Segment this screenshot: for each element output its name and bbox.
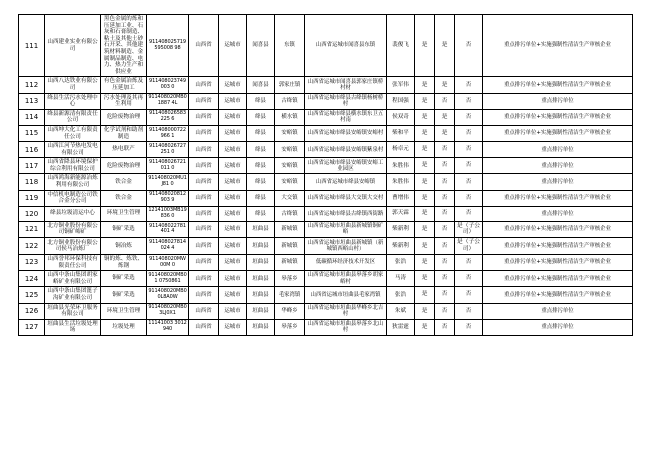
- cell-flag-1: 是: [415, 221, 435, 238]
- cell-province: 山西省: [189, 319, 219, 335]
- cell-credit-code: 911408022781401 4: [147, 221, 189, 238]
- table-row: [19, 303, 633, 319]
- cell-person: 张浩: [387, 254, 415, 270]
- cell-flag-3: 否: [455, 15, 483, 77]
- table-row: [19, 271, 633, 287]
- table-row: [19, 15, 633, 77]
- cell-city: 运城市: [219, 206, 247, 221]
- cell-person: 张军伟: [387, 77, 415, 93]
- cell-flag-2: 否: [435, 254, 455, 270]
- cell-town: 安峪镇: [275, 158, 305, 174]
- cell-address: 山西省运城市绛县安峪镇: [305, 174, 387, 190]
- cell-person: 柴和平: [387, 125, 415, 141]
- cell-address: 山西省运城市绛县古绛镇西街路: [305, 206, 387, 221]
- cell-note: 重点排污单位+实施强制性清洁生产审核企业: [483, 238, 633, 255]
- cell-county: 绛县: [247, 93, 275, 109]
- cell-flag-1: 是: [415, 287, 435, 303]
- cell-town: 郭家庄镇: [275, 77, 305, 93]
- cell-note: 重点排污单位: [483, 206, 633, 221]
- cell-note: 重点排污单位+实施强制性清洁生产审核企业: [483, 190, 633, 206]
- cell-town: 新城镇: [275, 254, 305, 270]
- cell-unit-name: 垣曲县光荣环卫服务有限公司: [45, 303, 101, 319]
- cell-industry-category: 铜冶炼: [101, 238, 147, 255]
- cell-city: 运城市: [219, 238, 247, 255]
- cell-unit-name: 山西中条山集团篦子沟矿业有限公司: [45, 287, 101, 303]
- cell-county: 绛县: [247, 206, 275, 221]
- cell-person: 裴俊飞: [387, 15, 415, 77]
- cell-address: 山西省运城市绛县古绛镇杨树桥村: [305, 93, 387, 109]
- cell-county: 闻喜县: [247, 15, 275, 77]
- cell-province: 山西省: [189, 238, 219, 255]
- table-row: [19, 206, 633, 221]
- cell-city: 运城市: [219, 109, 247, 125]
- cell-flag-3: 否: [455, 125, 483, 141]
- cell-note: 重点排污单位: [483, 93, 633, 109]
- cell-industry-category: 铁合金: [101, 174, 147, 190]
- cell-credit-code: 911408026727251 0: [147, 142, 189, 158]
- cell-flag-1: 是: [415, 174, 435, 190]
- cell-flag-3: 否: [455, 287, 483, 303]
- cell-flag-3: 否: [455, 303, 483, 319]
- cell-address: 山西省运城市垣曲县华峰乡北吉村: [305, 303, 387, 319]
- cell-address: 山西省运城市绛县安峪镇安峪村: [305, 125, 387, 141]
- cell-flag-3: 否: [455, 190, 483, 206]
- cell-city: 运城市: [219, 77, 247, 93]
- cell-flag-3: 否: [455, 174, 483, 190]
- cell-note: 重点排污单位+实施强制性清洁生产审核企业: [483, 271, 633, 287]
- cell-province: 山西省: [189, 271, 219, 287]
- cell-town: 华峰乡: [275, 303, 305, 319]
- cell-flag-2: 否: [435, 319, 455, 335]
- cell-credit-code: 11141003 3012940: [147, 319, 189, 335]
- cell-flag-2: 否: [435, 238, 455, 255]
- cell-flag-1: 是: [415, 271, 435, 287]
- table-row: [19, 174, 633, 190]
- cell-city: 运城市: [219, 303, 247, 319]
- cell-credit-code: 911408026721011 0: [147, 158, 189, 174]
- cell-flag-3: 否: [455, 206, 483, 221]
- table-row: [19, 77, 633, 93]
- cell-flag-2: 否: [435, 287, 455, 303]
- cell-industry-category: 危险废物治理: [101, 158, 147, 174]
- cell-unit-name: 绛县垃圾清运中心: [45, 206, 101, 221]
- cell-town: 古绛镇: [275, 206, 305, 221]
- cell-flag-2: 否: [435, 93, 455, 109]
- cell-credit-code: 911408020MB0 0L8A0W: [147, 287, 189, 303]
- cell-credit-code: 911408020MU1J81 0: [147, 174, 189, 190]
- cell-flag-3: 否: [455, 142, 483, 158]
- cell-flag-2: 否: [435, 190, 455, 206]
- cell-industry-category: 化学试剂和助剂制造: [101, 125, 147, 141]
- cell-index: 118: [19, 174, 45, 190]
- table-row: [19, 142, 633, 158]
- cell-town: 皋落乡: [275, 271, 305, 287]
- cell-index: 125: [19, 287, 45, 303]
- cell-city: 运城市: [219, 142, 247, 158]
- cell-person: 曹增伟: [387, 190, 415, 206]
- cell-unit-name: 中信机电制造公司铁合金分公司: [45, 190, 101, 206]
- cell-town: 毛家湾镇: [275, 287, 305, 303]
- cell-address: 山西省运城市垣曲县皋落乡北山村: [305, 319, 387, 335]
- cell-county: 垣曲县: [247, 221, 275, 238]
- cell-county: 垣曲县: [247, 238, 275, 255]
- cell-county: 垣曲县: [247, 319, 275, 335]
- cell-flag-1: 是: [415, 125, 435, 141]
- cell-flag-2: 否: [435, 142, 455, 158]
- cell-flag-3: 是（子公司）: [455, 238, 483, 255]
- cell-town: 安峪镇: [275, 125, 305, 141]
- cell-county: 闻喜县: [247, 77, 275, 93]
- cell-province: 山西省: [189, 303, 219, 319]
- cell-note: 重点排污单位: [483, 158, 633, 174]
- cell-unit-name: 垣曲县生活垃圾处理场: [45, 319, 101, 335]
- cell-city: 运城市: [219, 221, 247, 238]
- cell-flag-1: 是: [415, 206, 435, 221]
- cell-flag-2: 否: [435, 206, 455, 221]
- cell-address: 山西省运城市绛县横水镇东卫五村南: [305, 109, 387, 125]
- cell-county: 垣曲县: [247, 254, 275, 270]
- cell-province: 山西省: [189, 93, 219, 109]
- cell-city: 运城市: [219, 287, 247, 303]
- cell-credit-code: 911408025719595008 98: [147, 15, 189, 77]
- cell-flag-1: 是: [415, 93, 435, 109]
- table-row: [19, 93, 633, 109]
- cell-industry-category: 环境卫生管理: [101, 206, 147, 221]
- table-row: [19, 319, 633, 335]
- cell-flag-3: 否: [455, 158, 483, 174]
- cell-person: 柴新利: [387, 221, 415, 238]
- cell-address: 山西省运城市绛县大交镇大交村: [305, 190, 387, 206]
- cell-province: 山西省: [189, 190, 219, 206]
- cell-flag-1: 是: [415, 190, 435, 206]
- cell-city: 运城市: [219, 125, 247, 141]
- cell-index: 114: [19, 109, 45, 125]
- cell-industry-category: 危险废物治理: [101, 109, 147, 125]
- cell-flag-1: 是: [415, 142, 435, 158]
- cell-industry-category: 铜矿采选: [101, 271, 147, 287]
- cell-town: 古绛镇: [275, 93, 305, 109]
- cell-unit-name: 山西誉邦环保科技有限责任公司: [45, 254, 101, 270]
- cell-credit-code: 911408020MB01 0750861: [147, 271, 189, 287]
- cell-city: 运城市: [219, 93, 247, 109]
- table-row: [19, 238, 633, 255]
- cell-flag-1: 是: [415, 254, 435, 270]
- cell-credit-code: 911408020MB01887 4L: [147, 93, 189, 109]
- cell-flag-3: 否: [455, 254, 483, 270]
- cell-province: 山西省: [189, 142, 219, 158]
- cell-person: 狄雷霆: [387, 319, 415, 335]
- cell-index: 111: [19, 15, 45, 77]
- cell-province: 山西省: [189, 254, 219, 270]
- cell-province: 山西省: [189, 174, 219, 190]
- cell-flag-1: 是: [415, 15, 435, 77]
- cell-industry-category: 铜的炼、炼铁、炼钢: [101, 254, 147, 270]
- cell-address: 山西省运城市闻喜县东镇: [305, 15, 387, 77]
- cell-person: 马涛: [387, 271, 415, 287]
- cell-address: 山西省运城市垣曲县毛家湾镇: [305, 287, 387, 303]
- cell-flag-2: 否: [435, 174, 455, 190]
- cell-city: 运城市: [219, 190, 247, 206]
- cell-county: 绛县: [247, 174, 275, 190]
- cell-town: 安峪镇: [275, 174, 305, 190]
- cell-province: 山西省: [189, 287, 219, 303]
- cell-county: 垣曲县: [247, 271, 275, 287]
- cell-town: 安峪镇: [275, 142, 305, 158]
- cell-credit-code: 911408023749003 0: [147, 77, 189, 93]
- cell-county: 绛县: [247, 158, 275, 174]
- cell-flag-3: 否: [455, 271, 483, 287]
- cell-index: 112: [19, 77, 45, 93]
- cell-index: 120: [19, 206, 45, 221]
- cell-town: 新城镇: [275, 221, 305, 238]
- cell-address: 山西省运城市绛县安峪镇紫泉村: [305, 142, 387, 158]
- cell-industry-category: 垃圾处理: [101, 319, 147, 335]
- cell-person: 柴新利: [387, 238, 415, 255]
- cell-unit-name: 山西省降县环境保护综合利用有限公司: [45, 158, 101, 174]
- cell-county: 绛县: [247, 190, 275, 206]
- cell-city: 运城市: [219, 15, 247, 77]
- cell-industry-category: 铜矿采选: [101, 221, 147, 238]
- cell-note: 重点排污单位+实施强制性清洁生产审核企业: [483, 254, 633, 270]
- cell-note: 重点排污单位: [483, 319, 633, 335]
- cell-industry-category: 铁合金: [101, 190, 147, 206]
- cell-unit-name: 山西中条山集团胡家峪矿业有限公司: [45, 271, 101, 287]
- cell-town: 皋落乡: [275, 319, 305, 335]
- cell-unit-name: 绛县新源清有限责任公司: [45, 109, 101, 125]
- cell-index: 115: [19, 125, 45, 141]
- cell-province: 山西省: [189, 125, 219, 141]
- cell-industry-category: 污水处理及其再生利用: [101, 93, 147, 109]
- table-row: [19, 125, 633, 141]
- cell-index: 119: [19, 190, 45, 206]
- cell-county: 绛县: [247, 125, 275, 141]
- cell-county: 垣曲县: [247, 303, 275, 319]
- cell-person: 张浩: [387, 287, 415, 303]
- cell-province: 山西省: [189, 221, 219, 238]
- cell-flag-1: 是: [415, 77, 435, 93]
- cell-note: 重点排污单位+实施强制性清洁生产审核企业: [483, 221, 633, 238]
- cell-address: 低碳循环经济技术开发区: [305, 254, 387, 270]
- cell-industry-category: 铜矿采选: [101, 287, 147, 303]
- cell-unit-name: 山西坤大化工有限责任公司: [45, 125, 101, 141]
- cell-city: 运城市: [219, 174, 247, 190]
- cell-note: 重点排污单位: [483, 142, 633, 158]
- cell-industry-category: 环境卫生管理: [101, 303, 147, 319]
- cell-province: 山西省: [189, 206, 219, 221]
- cell-city: 运城市: [219, 254, 247, 270]
- cell-flag-1: 是: [415, 158, 435, 174]
- cell-unit-name: 山西建业实业有限公司: [45, 15, 101, 77]
- cell-note: 重点排污单位+实施强制性清洁生产审核企业: [483, 125, 633, 141]
- cell-flag-3: 否: [455, 109, 483, 125]
- cell-index: 124: [19, 271, 45, 287]
- cell-unit-name: 北方铜业股份有限公司铜矿峪矿: [45, 221, 101, 238]
- table-body: [19, 15, 633, 336]
- cell-flag-2: 否: [435, 271, 455, 287]
- cell-county: 垣曲县: [247, 287, 275, 303]
- cell-province: 山西省: [189, 15, 219, 77]
- cell-flag-2: 是: [435, 109, 455, 125]
- cell-province: 山西省: [189, 158, 219, 174]
- pollutant-units-table: [18, 14, 633, 336]
- cell-unit-name: 绛县生活污水处理中心: [45, 93, 101, 109]
- cell-credit-code: 12141003MB19836 0: [147, 206, 189, 221]
- table-row: [19, 190, 633, 206]
- cell-person: 朱胜伟: [387, 158, 415, 174]
- cell-credit-code: 911408027814024 4: [147, 238, 189, 255]
- cell-town: 大交镇: [275, 190, 305, 206]
- cell-note: 重点排污单位+实施强制性清洁生产审核企业: [483, 287, 633, 303]
- cell-credit-code: 911408026583225 6: [147, 109, 189, 125]
- cell-index: 122: [19, 238, 45, 255]
- cell-credit-code: 911408000722966 1: [147, 125, 189, 141]
- cell-flag-1: 是: [415, 319, 435, 335]
- cell-person: 朱胜伟: [387, 174, 415, 190]
- cell-address: 山西省运城市闻喜县郭家庄镇桥村材: [305, 77, 387, 93]
- cell-index: 121: [19, 221, 45, 238]
- table-row: [19, 254, 633, 270]
- cell-unit-name: 山西鸿海新能源冶炼利用有限公司: [45, 174, 101, 190]
- cell-index: 127: [19, 319, 45, 335]
- cell-flag-3: 否: [455, 93, 483, 109]
- table-row: [19, 287, 633, 303]
- cell-index: 123: [19, 254, 45, 270]
- table-row: [19, 221, 633, 238]
- cell-flag-3: 否: [455, 319, 483, 335]
- cell-unit-name: 北方铜业股份有限公司侯马冶炼厂: [45, 238, 101, 255]
- cell-town: 东镇: [275, 15, 305, 77]
- cell-address: 山西省运城市垣曲县皋落乡胡家峪村: [305, 271, 387, 287]
- cell-county: 绛县: [247, 109, 275, 125]
- cell-flag-3: 是（子公司）: [455, 221, 483, 238]
- cell-credit-code: 911408020MW00M 0: [147, 254, 189, 270]
- cell-person: 朱斌: [387, 303, 415, 319]
- cell-city: 运城市: [219, 319, 247, 335]
- cell-person: 程国强: [387, 93, 415, 109]
- cell-index: 117: [19, 158, 45, 174]
- cell-person: 郭天霖: [387, 206, 415, 221]
- cell-address: 山西省运城市绛县安峪镇安峪工业园区: [305, 158, 387, 174]
- cell-unit-name: 山西八达铁业有限公司: [45, 77, 101, 93]
- cell-town: 新城镇: [275, 238, 305, 255]
- cell-index: 113: [19, 93, 45, 109]
- cell-unit-name: 山西江河节热电发电有限公司: [45, 142, 101, 158]
- cell-flag-2: 是: [435, 15, 455, 77]
- cell-address: 山西省运城市垣曲县新城镇（新城镇西峪山村）: [305, 238, 387, 255]
- cell-credit-code: 911408020MB0 3LJ0X1: [147, 303, 189, 319]
- cell-province: 山西省: [189, 77, 219, 93]
- cell-industry-category: 有色金属冶炼及压延加工: [101, 77, 147, 93]
- cell-province: 山西省: [189, 109, 219, 125]
- cell-flag-2: 否: [435, 158, 455, 174]
- cell-city: 运城市: [219, 158, 247, 174]
- cell-flag-1: 是: [415, 109, 435, 125]
- cell-industry-category: 黑色金属的炼和压延加工业、石灰和石膏制造、粘土及其他土砂石开采、其他建筑材料制造、金属制品制造、电力、热力生产和供应业: [101, 15, 147, 77]
- table-row: [19, 158, 633, 174]
- cell-index: 116: [19, 142, 45, 158]
- cell-flag-2: 是: [435, 77, 455, 93]
- cell-flag-3: 否: [455, 77, 483, 93]
- cell-person: 杨卓元: [387, 142, 415, 158]
- cell-note: 重点排污单位: [483, 303, 633, 319]
- cell-flag-2: 否: [435, 221, 455, 238]
- cell-address: 山西省运城市垣曲县新城镇铜矿峪: [305, 221, 387, 238]
- cell-flag-2: 否: [435, 303, 455, 319]
- cell-note: 重点排污单位: [483, 174, 633, 190]
- table-row: [19, 109, 633, 125]
- cell-town: 横水镇: [275, 109, 305, 125]
- cell-person: 侯双奇: [387, 109, 415, 125]
- cell-flag-1: 是: [415, 238, 435, 255]
- cell-credit-code: 911408020812903 9: [147, 190, 189, 206]
- cell-note: 重点排污单位+实施强制性清洁生产审核企业: [483, 15, 633, 77]
- cell-county: 绛县: [247, 142, 275, 158]
- cell-flag-1: 是: [415, 303, 435, 319]
- cell-note: 重点排污单位+实施强制性清洁生产审核企业: [483, 77, 633, 93]
- cell-index: 126: [19, 303, 45, 319]
- cell-flag-2: 是: [435, 125, 455, 141]
- cell-city: 运城市: [219, 271, 247, 287]
- cell-note: 重点排污单位+实施强制性清洁生产审核企业: [483, 109, 633, 125]
- cell-industry-category: 热电联产: [101, 142, 147, 158]
